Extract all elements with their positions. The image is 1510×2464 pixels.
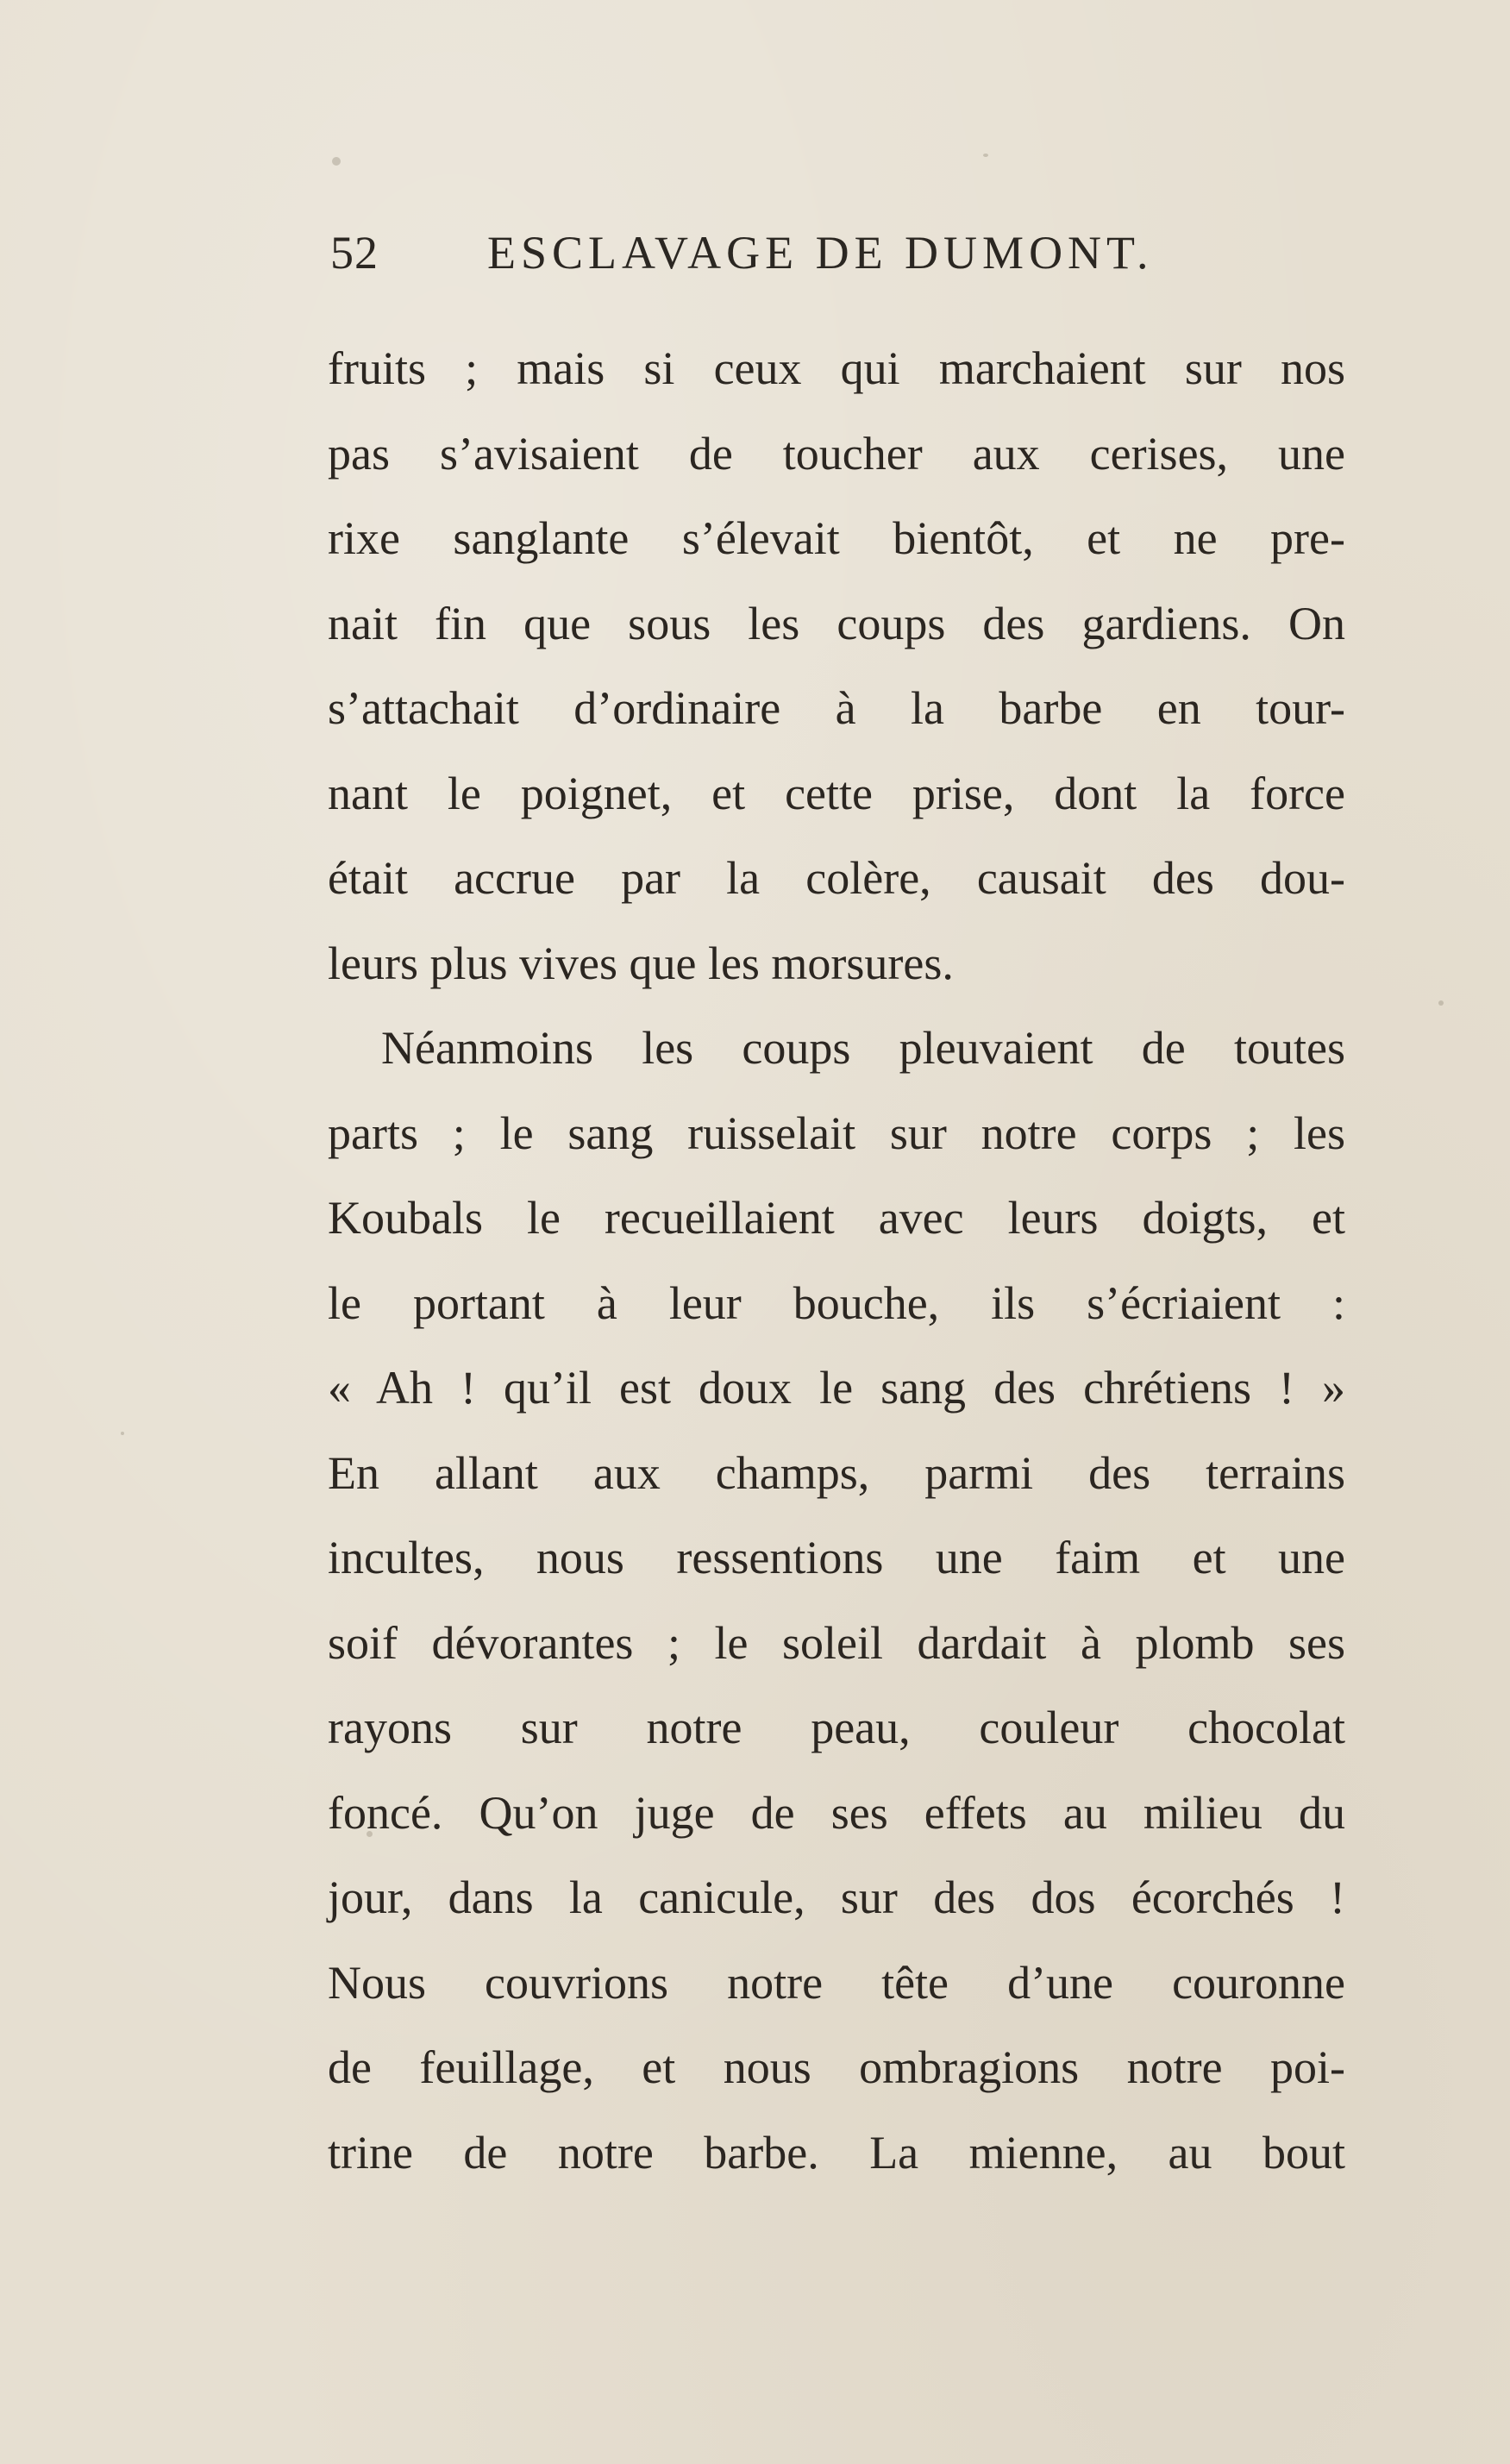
text-line: incultes, nous ressentions une faim et une [328,1532,1345,1583]
text-line: fruits ; mais si ceux qui marchaient sur nos [328,342,1345,394]
text-line: foncé. Qu’on juge de ses effets au milieu du [328,1786,1345,1839]
text-line: était accrue par la colère, causait des dou- [328,852,1345,904]
text-line: Nous couvrions notre tête d’une couronne [328,1956,1345,2009]
text-line: s’attachait d’ordinaire à la barbe en tour- [328,682,1345,734]
text-line: nait fin que sous les coups des gardiens. On [328,597,1345,649]
text-line: pas s’avisaient de toucher aux cerises, une [328,427,1345,480]
text-line: En allant aux champs, parmi des terrains [328,1446,1345,1499]
text-line: parts ; le sang ruisselait sur notre corps ; les [328,1107,1345,1159]
text-line: « Ah ! qu’il est doux le sang des chrétiens ! » [328,1362,1345,1414]
text-line: trine de notre barbe. La mienne, au bout [328,2126,1345,2179]
text-line: nant le poignet, et cette prise, dont la force [328,767,1345,819]
text-line: jour, dans la canicule, sur des dos écorchés ! [328,1872,1345,1923]
text-line: Koubals le recueillaient avec leurs doigts, et [328,1192,1345,1244]
paper-speck [121,1432,124,1435]
text-line: de feuillage, et nous ombragions notre poi- [328,2041,1345,2093]
text-line: leurs plus vives que les morsures. [328,937,954,989]
running-title: ESCLAVAGE DE DUMONT. [487,227,1154,279]
paper-speck [983,154,988,157]
text-line: le portant à leur bouche, ils s’écriaient : [328,1276,1345,1329]
text-line: rixe sanglante s’élevait bientôt, et ne pre- [328,512,1345,564]
text-line: rayons sur notre peau, couleur chocolat [328,1702,1345,1753]
page-number: 52 [330,227,379,279]
paper-speck [1438,1000,1444,1006]
body-text [328,326,1345,2195]
paper-speck [367,1831,373,1837]
page-header [330,226,1348,286]
paper-speck [332,157,341,166]
paragraph-start-line: Néanmoins les coups pleuvaient de toutes [381,1022,1345,1074]
text-line: soif dévorantes ; le soleil dardait à plomb ses [328,1616,1345,1669]
